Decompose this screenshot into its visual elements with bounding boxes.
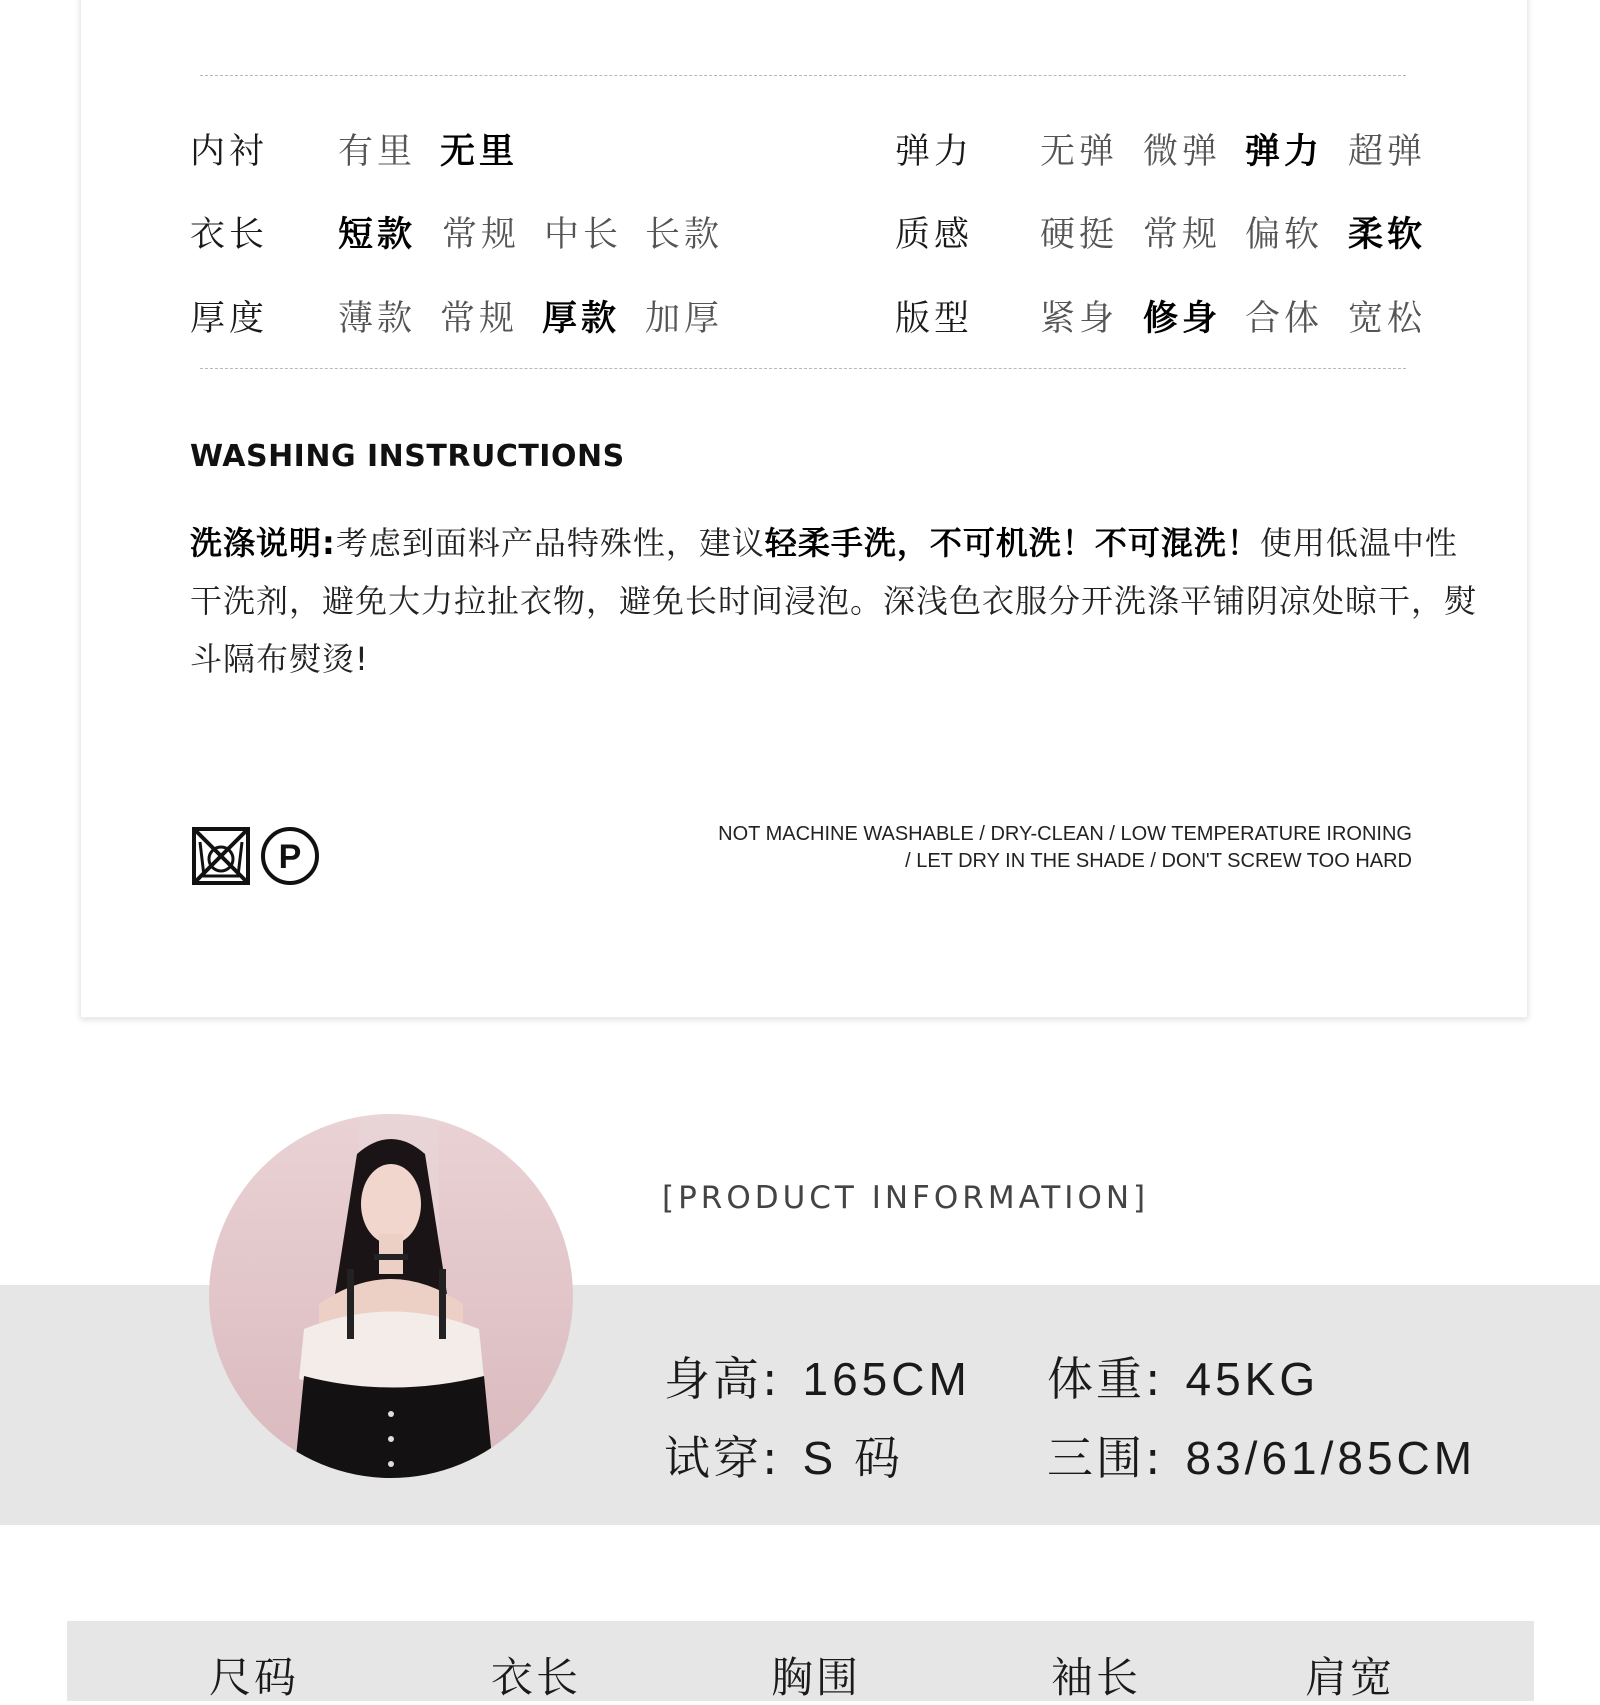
- model-photo: [209, 1114, 573, 1478]
- attr-option: 常规: [442, 215, 521, 255]
- attr-option: 紧身: [1040, 299, 1119, 339]
- stat-label: 试穿:: [664, 1431, 781, 1485]
- size-col-header: 胸围: [771, 1653, 862, 1702]
- attr-option: 薄款: [338, 299, 417, 339]
- attr-option: 加厚: [645, 299, 724, 339]
- attr-option: 常规: [1143, 215, 1222, 255]
- stat-measurements: [1047, 1422, 1476, 1488]
- attr-option: 宽松: [1348, 299, 1427, 339]
- attr-label: 内衬: [190, 132, 269, 172]
- attr-option: 微弹: [1143, 132, 1222, 172]
- dry-clean-p-icon: [263, 829, 317, 883]
- attr-label: 版型: [895, 299, 974, 339]
- attr-option: 合体: [1245, 299, 1324, 339]
- size-col-header: 袖长: [1051, 1653, 1142, 1702]
- attr-option-selected: 柔软: [1348, 215, 1427, 255]
- stat-weight: [1047, 1343, 1319, 1409]
- stat-value: 83/61/85CM: [1185, 1432, 1477, 1484]
- attr-option: 硬挺: [1040, 215, 1119, 255]
- stat-value: 45KG: [1185, 1353, 1320, 1405]
- stat-value: S 码: [802, 1432, 904, 1484]
- washing-text-part1: 考虑到面料产品特殊性，建议: [335, 524, 765, 562]
- washing-bold: 轻柔手洗，不可机洗！不可混洗！: [764, 524, 1260, 562]
- stat-label: 体重:: [1047, 1352, 1164, 1406]
- attr-option: 有里: [338, 132, 417, 172]
- washing-text: [190, 514, 1480, 688]
- size-col-header: 衣长: [491, 1653, 582, 1702]
- care-text-line2: / LET DRY IN THE SHADE / DON'T SCREW TOO HARD: [905, 850, 1412, 872]
- washing-text-part2: 使用低温中性干洗剂，避免大力拉扯衣物，避免长时间浸泡。深浅色衣服分开洗涤平铺阴凉处晾干，熨斗隔布熨烫!: [190, 524, 1478, 678]
- stat-label: 三围:: [1047, 1431, 1164, 1485]
- stat-value: 165CM: [802, 1353, 971, 1405]
- attr-option: 超弹: [1348, 132, 1427, 172]
- attr-option-selected: 弹力: [1245, 132, 1324, 172]
- attr-option: 常规: [440, 299, 519, 339]
- attr-option: 偏软: [1245, 215, 1324, 255]
- size-col-header: 尺码: [209, 1653, 300, 1702]
- attr-option-selected: 厚款: [542, 299, 621, 339]
- attr-option-selected: 修身: [1143, 299, 1222, 339]
- attr-option: 长款: [645, 215, 724, 255]
- divider-bottom: [200, 368, 1406, 369]
- stat-size: [664, 1422, 904, 1488]
- svg-text:P: P: [278, 838, 302, 876]
- no-machine-wash-icon: [190, 826, 325, 888]
- care-text-line1: NOT MACHINE WASHABLE / DRY-CLEAN / LOW TEMPERATURE IRONING: [718, 823, 1412, 845]
- divider-top: [200, 75, 1406, 76]
- washing-lead: 洗涤说明:: [190, 524, 336, 562]
- attr-label: 弹力: [895, 132, 974, 172]
- attr-option-selected: 无里: [440, 132, 519, 172]
- product-info-title: [PRODUCT INFORMATION]: [662, 1180, 1150, 1216]
- attr-option-selected: 短款: [338, 215, 417, 255]
- attr-label: 衣长: [190, 215, 269, 255]
- size-col-header: 肩宽: [1305, 1653, 1396, 1702]
- size-table-header: [67, 1621, 1534, 1701]
- attr-option: 中长: [544, 215, 623, 255]
- attr-label: 质感: [895, 215, 974, 255]
- stat-height: [664, 1343, 971, 1409]
- care-icons: [190, 826, 325, 888]
- stat-label: 身高:: [664, 1352, 781, 1406]
- attr-option: 无弹: [1040, 132, 1119, 172]
- washing-title: WASHING INSTRUCTIONS: [190, 439, 625, 474]
- attr-label: 厚度: [190, 299, 269, 339]
